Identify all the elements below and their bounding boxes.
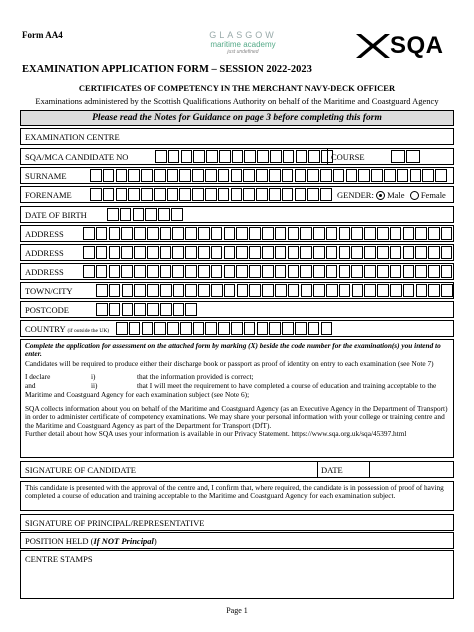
char-cell[interactable] — [377, 227, 389, 240]
privacy-link-text: Further detail about how SQA uses your information is available in our Privacy Statement. https://www.sqa.org.uk/sqa/45397.html — [25, 429, 407, 439]
gender-label: GENDER: — [337, 190, 374, 200]
char-cell[interactable] — [179, 188, 191, 201]
char-cell[interactable] — [211, 284, 223, 297]
char-cell[interactable] — [326, 265, 338, 278]
gender-group — [337, 190, 446, 200]
candidate-no-row — [20, 148, 454, 165]
char-cell[interactable] — [167, 169, 179, 182]
position-label-group — [25, 536, 157, 546]
char-cell[interactable] — [390, 284, 402, 297]
char-cell[interactable] — [181, 150, 193, 163]
char-cell[interactable] — [377, 265, 389, 278]
char-cell[interactable] — [320, 169, 332, 182]
char-cell[interactable] — [257, 150, 269, 163]
char-cell[interactable] — [232, 150, 244, 163]
char-cell[interactable] — [390, 227, 402, 240]
char-cell[interactable] — [154, 322, 166, 335]
approval-text: This candidate is presented with the approval of the centre and, I confirm that, where required, the candidate is in possession of proof of having completed a course of education and training acceptable to the Maritime and Coastguard Agency for each examination subject. — [25, 483, 444, 501]
char-cell[interactable] — [249, 284, 261, 297]
sqa-logo — [352, 30, 457, 64]
candidate-signature-label: SIGNATURE OF CANDIDATE — [25, 465, 136, 475]
char-cell[interactable] — [397, 169, 409, 182]
dob-row — [20, 206, 454, 223]
char-cell[interactable] — [172, 246, 184, 259]
char-cell[interactable] — [192, 188, 204, 201]
course-cells[interactable] — [391, 150, 420, 163]
principal-signature-row[interactable] — [20, 514, 454, 531]
char-cell[interactable] — [339, 265, 351, 278]
char-cell[interactable] — [90, 169, 102, 182]
form-title: EXAMINATION APPLICATION FORM – SESSION 2022-2023 — [22, 64, 312, 75]
char-cell[interactable] — [288, 265, 300, 278]
exam-centre-label: EXAMINATION CENTRE — [25, 132, 120, 142]
char-cell[interactable] — [256, 169, 268, 182]
privacy-text: SQA collects information about you on behalf of the Maritime and Coastguard Agency (as an Executive Agency in the Department of Transport) in order to administer certificate of competency examinations. We may share your personal information with your college or training centre and the Maritime and Coastguard Agency as part of the Department for Transport (DfT). — [25, 404, 448, 430]
principal-signature-label: SIGNATURE OF PRINCIPAL/REPRESENTATIVE — [25, 518, 205, 528]
char-cell[interactable] — [339, 284, 351, 297]
logo-line3: just undefined — [227, 49, 259, 55]
char-cell[interactable] — [109, 265, 121, 278]
declare-ii-text2: Maritime and Coastguard Agency for each examination subject (see Note 6); — [25, 389, 250, 399]
declare-label: I declare — [25, 371, 51, 381]
position-label: POSITION HELD ( — [25, 536, 94, 546]
declare-line2 — [25, 382, 449, 391]
char-cell[interactable] — [154, 188, 166, 201]
char-cell[interactable] — [403, 265, 415, 278]
char-cell[interactable] — [198, 246, 210, 259]
position-row[interactable] — [20, 532, 454, 549]
char-cell[interactable] — [193, 322, 205, 335]
sqa-cross-icon — [352, 30, 392, 62]
char-cell[interactable] — [351, 246, 363, 259]
char-cell[interactable] — [116, 169, 128, 182]
forename-label: FORENAME — [25, 190, 72, 200]
char-cell[interactable] — [231, 188, 243, 201]
address2-cells[interactable] — [83, 246, 452, 259]
char-cell[interactable] — [237, 284, 249, 297]
page-number: Page 1 — [226, 606, 248, 615]
char-cell[interactable] — [147, 303, 159, 316]
char-cell[interactable] — [320, 188, 332, 201]
candidates-instruction: Candidates will be required to produce either their discharge book or passport as proof of identity on entry to each examination (see Note 7) — [25, 358, 434, 368]
char-cell[interactable] — [158, 208, 170, 221]
char-cell[interactable] — [121, 227, 133, 240]
char-cell[interactable] — [231, 322, 243, 335]
surname-cells[interactable] — [90, 169, 447, 182]
char-cell[interactable] — [224, 265, 236, 278]
char-cell[interactable] — [147, 227, 159, 240]
declare-ii-text: that I will meet the requirement to have completed a course of education and training acceptable to the — [137, 380, 437, 390]
char-cell[interactable] — [275, 284, 287, 297]
char-cell[interactable] — [296, 150, 308, 163]
char-cell[interactable] — [173, 284, 185, 297]
char-cell[interactable] — [236, 246, 248, 259]
address1-cells[interactable] — [83, 227, 452, 240]
char-cell[interactable] — [134, 265, 146, 278]
char-cell[interactable] — [256, 188, 268, 201]
char-cell[interactable] — [109, 303, 121, 316]
address3-cells[interactable] — [83, 265, 452, 278]
char-cell[interactable] — [236, 227, 248, 240]
address3-row — [20, 263, 454, 280]
char-cell[interactable] — [160, 246, 172, 259]
char-cell[interactable] — [262, 265, 274, 278]
approval-box — [20, 481, 454, 511]
char-cell[interactable] — [441, 227, 453, 240]
administered-text: Examinations administered by the Scottish Qualifications Authority on behalf of the Maritime and Coastguard Agency — [35, 96, 439, 106]
char-cell[interactable] — [288, 284, 300, 297]
logo-line2: maritime academy — [210, 40, 276, 49]
char-cell[interactable] — [219, 150, 231, 163]
char-cell[interactable] — [351, 265, 363, 278]
char-cell[interactable] — [205, 322, 217, 335]
char-cell[interactable] — [231, 169, 243, 182]
centre-stamps-label: CENTRE STAMPS — [25, 554, 93, 564]
country-label: COUNTRY — [25, 324, 66, 334]
town-label: TOWN/CITY — [25, 286, 73, 296]
char-cell[interactable] — [128, 188, 140, 201]
char-cell[interactable] — [282, 322, 294, 335]
char-cell[interactable] — [185, 246, 197, 259]
position-close: ) — [153, 536, 157, 546]
candidate-no-cells[interactable] — [155, 150, 333, 163]
char-cell[interactable] — [307, 169, 319, 182]
address1-row — [20, 225, 454, 242]
char-cell[interactable] — [390, 246, 402, 259]
char-cell[interactable] — [390, 265, 402, 278]
char-cell[interactable] — [282, 169, 294, 182]
char-cell[interactable] — [326, 246, 338, 259]
char-cell[interactable] — [96, 227, 108, 240]
char-cell[interactable] — [313, 227, 325, 240]
char-cell[interactable] — [134, 227, 146, 240]
char-cell[interactable] — [301, 284, 313, 297]
char-cell[interactable] — [96, 303, 108, 316]
char-cell[interactable] — [313, 246, 325, 259]
char-cell[interactable] — [180, 322, 192, 335]
address2-label: ADDRESS — [25, 248, 64, 258]
char-cell[interactable] — [236, 265, 248, 278]
char-cell[interactable] — [128, 169, 140, 182]
char-cell[interactable] — [147, 284, 159, 297]
char-cell[interactable] — [179, 169, 191, 182]
char-cell[interactable] — [160, 284, 172, 297]
char-cell[interactable] — [313, 265, 325, 278]
char-cell[interactable] — [364, 265, 376, 278]
char-cell[interactable] — [308, 150, 320, 163]
forename-row — [20, 186, 454, 203]
char-cell[interactable] — [96, 284, 108, 297]
char-cell[interactable] — [160, 227, 172, 240]
char-cell[interactable] — [198, 227, 210, 240]
char-cell[interactable] — [103, 169, 115, 182]
char-cell[interactable] — [313, 284, 325, 297]
declare-i: i) — [91, 371, 96, 381]
char-cell[interactable] — [116, 188, 128, 201]
town-cells[interactable] — [96, 284, 453, 297]
char-cell[interactable] — [155, 150, 167, 163]
country-note: (if outside the UK) — [67, 328, 110, 334]
char-cell[interactable] — [422, 169, 434, 182]
char-cell[interactable] — [243, 188, 255, 201]
char-cell[interactable] — [224, 284, 236, 297]
char-cell[interactable] — [415, 246, 427, 259]
logo-line1: GLASGOW — [209, 30, 277, 40]
char-cell[interactable] — [428, 284, 440, 297]
char-cell[interactable] — [103, 188, 115, 201]
exam-centre-row[interactable] — [20, 128, 454, 145]
char-cell[interactable] — [321, 322, 333, 335]
form-subtitle: CERTIFICATES OF COMPETENCY IN THE MERCHANT NAVY-DECK OFFICER — [78, 83, 396, 93]
glasgow-logo — [188, 30, 298, 55]
char-cell[interactable] — [205, 169, 217, 182]
sqa-text: SQA — [390, 32, 444, 59]
char-cell[interactable] — [249, 265, 261, 278]
char-cell[interactable] — [244, 150, 256, 163]
char-cell[interactable] — [283, 150, 295, 163]
char-cell[interactable] — [96, 265, 108, 278]
position-note: If NOT Principal — [93, 536, 154, 546]
char-cell[interactable] — [109, 227, 121, 240]
female-radio[interactable] — [410, 191, 419, 200]
char-cell[interactable] — [121, 265, 133, 278]
char-cell[interactable] — [358, 169, 370, 182]
char-cell[interactable] — [300, 246, 312, 259]
char-cell[interactable] — [249, 227, 261, 240]
char-cell[interactable] — [351, 227, 363, 240]
char-cell[interactable] — [275, 265, 287, 278]
char-cell[interactable] — [262, 284, 274, 297]
char-cell[interactable] — [193, 150, 205, 163]
char-cell[interactable] — [308, 322, 320, 335]
char-cell[interactable] — [198, 265, 210, 278]
char-cell[interactable] — [171, 208, 183, 221]
char-cell[interactable] — [257, 322, 269, 335]
form-id: Form AA4 — [22, 30, 63, 40]
char-cell[interactable] — [326, 227, 338, 240]
char-cell[interactable] — [121, 246, 133, 259]
char-cell[interactable] — [185, 284, 197, 297]
char-cell[interactable] — [96, 246, 108, 259]
char-cell[interactable] — [120, 208, 132, 221]
char-cell[interactable] — [415, 265, 427, 278]
char-cell[interactable] — [269, 188, 281, 201]
char-cell[interactable] — [83, 265, 95, 278]
dob-label: DATE OF BIRTH — [25, 210, 87, 220]
town-row — [20, 282, 454, 299]
char-cell[interactable] — [339, 246, 351, 259]
char-cell[interactable] — [275, 227, 287, 240]
char-cell[interactable] — [167, 322, 179, 335]
char-cell[interactable] — [295, 322, 307, 335]
char-cell[interactable] — [218, 169, 230, 182]
char-cell[interactable] — [391, 150, 405, 163]
char-cell[interactable] — [172, 265, 184, 278]
char-cell[interactable] — [83, 227, 95, 240]
candidate-signature-row[interactable] — [20, 461, 454, 478]
char-cell[interactable] — [145, 208, 157, 221]
char-cell[interactable] — [295, 188, 307, 201]
char-cell[interactable] — [435, 169, 447, 182]
char-cell[interactable] — [300, 265, 312, 278]
declare-i-text: that the information provided is correct; — [137, 371, 254, 381]
char-cell[interactable] — [172, 227, 184, 240]
char-cell[interactable] — [371, 169, 383, 182]
female-label: Female — [420, 190, 446, 200]
char-cell[interactable] — [346, 169, 358, 182]
char-cell[interactable] — [90, 188, 102, 201]
char-cell[interactable] — [147, 246, 159, 259]
char-cell[interactable] — [428, 246, 440, 259]
char-cell[interactable] — [109, 246, 121, 259]
char-cell[interactable] — [364, 246, 376, 259]
char-cell[interactable] — [269, 322, 281, 335]
char-cell[interactable] — [270, 150, 282, 163]
instructions-box — [20, 339, 454, 458]
char-cell[interactable] — [107, 208, 119, 221]
char-cell[interactable] — [415, 227, 427, 240]
country-cells[interactable] — [116, 322, 332, 335]
char-cell[interactable] — [211, 246, 223, 259]
char-cell[interactable] — [134, 284, 146, 297]
postcode-label: POSTCODE — [25, 305, 69, 315]
country-row — [20, 320, 454, 337]
char-cell[interactable] — [134, 303, 146, 316]
char-cell[interactable] — [141, 169, 153, 182]
postcode-row — [20, 301, 454, 318]
char-cell[interactable] — [307, 188, 319, 201]
char-cell[interactable] — [224, 246, 236, 259]
char-cell[interactable] — [288, 246, 300, 259]
char-cell[interactable] — [326, 284, 338, 297]
char-cell[interactable] — [185, 265, 197, 278]
address2-row — [20, 244, 454, 261]
candidate-no-label: SQA/MCA CANDIDATE NO — [25, 152, 129, 162]
char-cell[interactable] — [339, 227, 351, 240]
country-label-group — [25, 324, 109, 334]
char-cell[interactable] — [377, 246, 389, 259]
char-cell[interactable] — [249, 246, 261, 259]
char-cell[interactable] — [218, 188, 230, 201]
char-cell[interactable] — [243, 169, 255, 182]
char-cell[interactable] — [364, 284, 376, 297]
char-cell[interactable] — [142, 322, 154, 335]
char-cell[interactable] — [211, 227, 223, 240]
char-cell[interactable] — [198, 284, 210, 297]
surname-label: SURNAME — [25, 171, 67, 181]
char-cell[interactable] — [173, 303, 185, 316]
char-cell[interactable] — [244, 322, 256, 335]
char-cell[interactable] — [406, 150, 420, 163]
char-cell[interactable] — [275, 246, 287, 259]
char-cell[interactable] — [211, 265, 223, 278]
address3-label: ADDRESS — [25, 267, 64, 277]
char-cell[interactable] — [122, 303, 134, 316]
centre-stamps-box[interactable] — [20, 550, 454, 599]
char-cell[interactable] — [109, 284, 121, 297]
male-radio[interactable] — [376, 191, 385, 200]
char-cell[interactable] — [205, 188, 217, 201]
char-cell[interactable] — [377, 284, 389, 297]
char-cell[interactable] — [282, 188, 294, 201]
address1-label: ADDRESS — [25, 229, 64, 239]
char-cell[interactable] — [192, 169, 204, 182]
char-cell[interactable] — [133, 208, 145, 221]
char-cell[interactable] — [410, 169, 422, 182]
char-cell[interactable] — [147, 265, 159, 278]
complete-instruction: Complete the application for assessment on the attached form by marking (X) beside the code number for the examination(s) you intend to enter. — [25, 341, 441, 359]
char-cell[interactable] — [116, 322, 128, 335]
char-cell[interactable] — [416, 284, 428, 297]
char-cell[interactable] — [428, 227, 440, 240]
char-cell[interactable] — [262, 246, 274, 259]
char-cell[interactable] — [403, 227, 415, 240]
char-cell[interactable] — [295, 169, 307, 182]
char-cell[interactable] — [441, 284, 453, 297]
male-label: Male — [387, 190, 405, 200]
char-cell[interactable] — [224, 227, 236, 240]
char-cell[interactable] — [83, 246, 95, 259]
char-cell[interactable] — [160, 303, 172, 316]
date-label: DATE — [321, 465, 343, 475]
char-cell[interactable] — [122, 284, 134, 297]
forename-cells[interactable] — [90, 188, 332, 201]
char-cell[interactable] — [129, 322, 141, 335]
char-cell[interactable] — [364, 227, 376, 240]
char-cell[interactable] — [403, 246, 415, 259]
char-cell[interactable] — [384, 169, 396, 182]
char-cell[interactable] — [428, 265, 440, 278]
char-cell[interactable] — [185, 303, 197, 316]
course-label: COURSE — [331, 152, 365, 162]
char-cell[interactable] — [154, 169, 166, 182]
dob-cells[interactable] — [107, 208, 183, 221]
char-cell[interactable] — [141, 188, 153, 201]
guidance-notice: Please read the Notes for Guidance on page 3 before completing this form — [20, 110, 454, 126]
char-cell[interactable] — [160, 265, 172, 278]
char-cell[interactable] — [134, 246, 146, 259]
char-cell[interactable] — [300, 227, 312, 240]
char-cell[interactable] — [168, 150, 180, 163]
char-cell[interactable] — [441, 246, 453, 259]
char-cell[interactable] — [269, 169, 281, 182]
surname-row — [20, 167, 454, 184]
char-cell[interactable] — [441, 265, 453, 278]
char-cell[interactable] — [352, 284, 364, 297]
char-cell[interactable] — [403, 284, 415, 297]
char-cell[interactable] — [333, 169, 345, 182]
char-cell[interactable] — [262, 227, 274, 240]
char-cell[interactable] — [218, 322, 230, 335]
char-cell[interactable] — [206, 150, 218, 163]
declare-and: and — [25, 380, 36, 390]
char-cell[interactable] — [185, 227, 197, 240]
char-cell[interactable] — [167, 188, 179, 201]
declare-ii: ii) — [91, 380, 98, 390]
char-cell[interactable] — [288, 227, 300, 240]
postcode-cells[interactable] — [96, 303, 197, 316]
